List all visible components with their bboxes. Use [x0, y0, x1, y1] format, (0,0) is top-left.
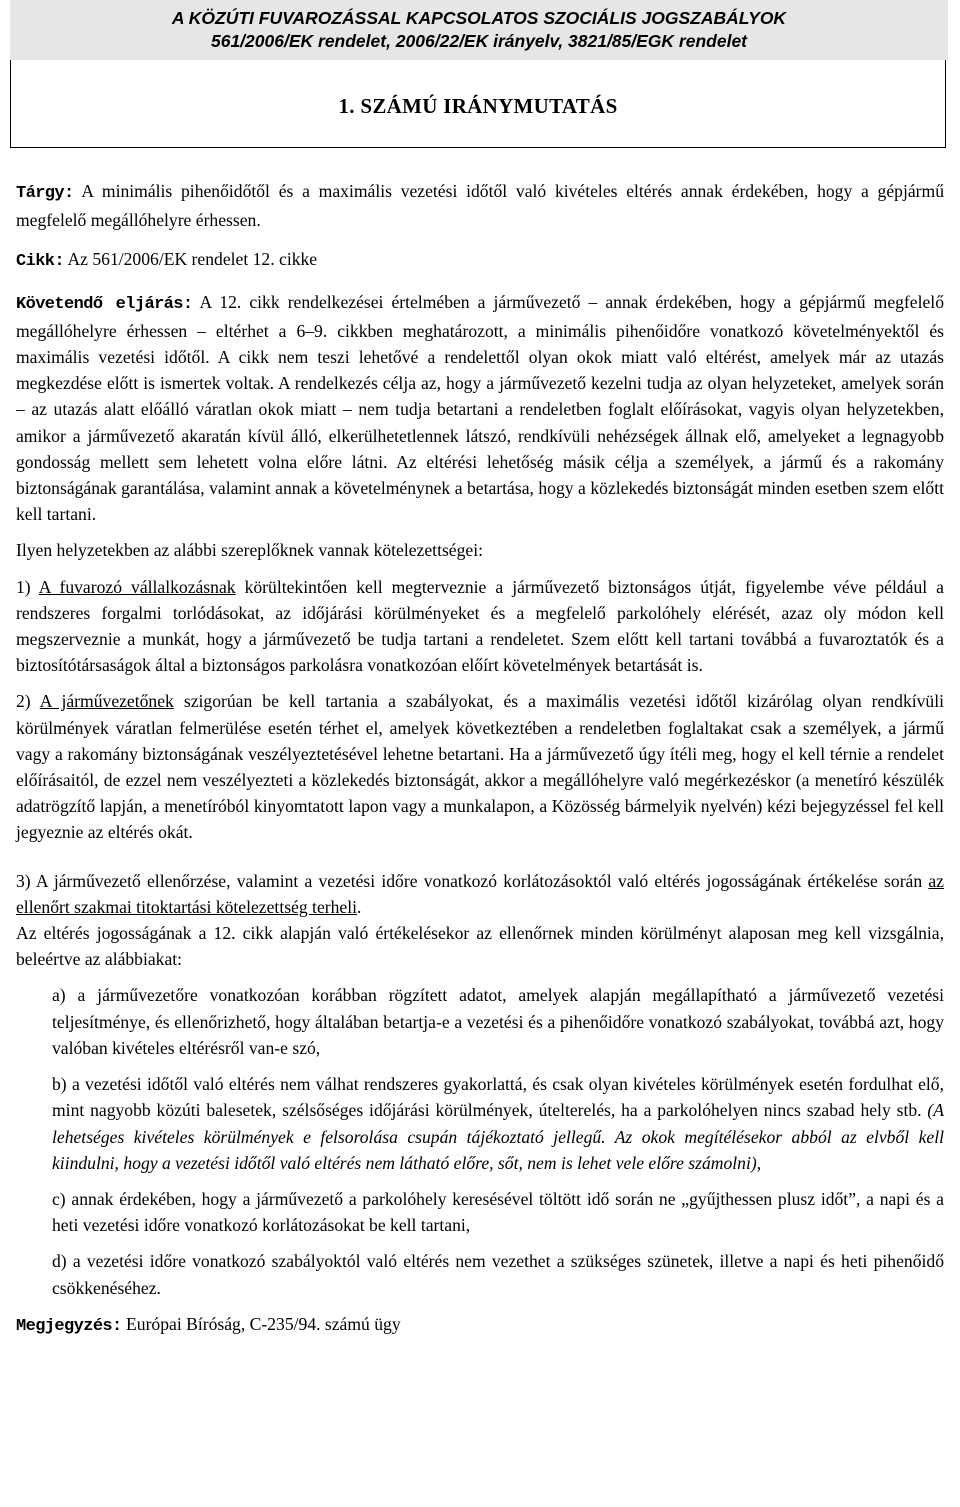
note-text: Európai Bíróság, C-235/94. számú ügy — [121, 1313, 401, 1334]
item-3-continuation: Az eltérés jogosságának a 12. cikk alapján való értékelésekor az ellenőrnek minden körülményt alaposan meg kell vizsgálnia, beleértve az alábbiakat: — [16, 923, 944, 970]
subject-paragraph — [16, 178, 944, 233]
item-1-text: körültekintően kell megterveznie a járművezető biztonságos útját, figyelembe véve például a rendszeres forgalmi torlódásokat, az időjárási körülményeket és a megfelelő parkolóhely elérését, azaz oly módon kell megszerveznie a munkát, hogy a járművezető be tudja tartani a rendeletet. Szem előtt kell tartani továbbá a fuvaroztatók és a biztosítótársaságok által a biztonságos parkolásra vonatkozóan előírt követelmények betartását is. — [16, 576, 944, 676]
sub-item-c: c) annak érdekében, hogy a járművezető a parkolóhely keresésével töltött idő során ne „gyűjthessen plusz időt”, a napi és a heti vezetési időre vonatkozó korlátozásokat be kell tartani, — [52, 1188, 944, 1236]
item-3-paragraph — [16, 868, 944, 920]
article-text: Az 561/2006/EK rendelet 12. cikke — [64, 249, 318, 270]
sub-item-b-end: , — [756, 1152, 762, 1173]
header-line-2: 561/2006/EK rendelet, 2006/22/EK irányelv, 3821/85/EGK rendelet — [210, 31, 747, 51]
item-2-text: szigorúan be kell tartania a szabályokat, és a maximális vezetési időtől kizárólag olyan rendkívüli körülmények váratlan felmerülése esetén térhet el, amelyek következtében a rendeletben foglaltakat csak a személyek, a jármű vagy a rakomány biztonságának veszélyeztetésével lehetne betartani. Ha a járművezető úgy ítéli meg, hogy el kell térnie a rendelet előírásaitól, de ezzel nem veszélyezteti a közlekedés biztonságát, akkor a megállóhelyre való megérkezéskor (a menetíró készülék adatrögzítő lapján, a menetíróból kinyomtatott lapon vagy a munkalapon, a Közösség bármelyik nyelvén) kézi bejegyzéssel fel kell jegyeznie az eltérés okát. — [16, 691, 944, 843]
document-body — [16, 178, 944, 1340]
subject-label: Tárgy: — [16, 184, 74, 203]
article-label: Cikk: — [16, 252, 65, 272]
guideline-title: 1. SZÁMÚ IRÁNYMUTATÁS — [338, 94, 618, 118]
note-label: Megjegyzés: — [16, 1316, 122, 1336]
procedure-paragraph — [16, 289, 944, 528]
sub-item-b-text: b) a vezetési időtől való eltérés nem válhat rendszeres gyakorlattá, és csak olyan kivételes körülmények esetén fordulhat elő, mint nagyobb közúti balesetek, szélsőséges időjárási körülmények, útelterelés, ha a parkolóhelyen nincs szabad hely stb. — [52, 1074, 944, 1121]
item-1-actor: A fuvarozó vállalkozásnak — [38, 576, 236, 597]
sub-item-b-italic: (A lehetséges kivételes körülmények e felsorolása csupán tájékoztató jellegű. Az okok megítélésekor abból az elvből kell kiindulni, hogy a vezetési időtől való eltérés nem látható előre, sőt, nem is lehet vele előre számolni) — [52, 1100, 944, 1173]
document-header — [10, 0, 948, 60]
sub-item-a: a) a járművezetőre vonatkozóan korábban rögzített adatot, amelyek alapján megállapítható a járművezető vezetési teljesítménye, és ellenőrizhető, hogy általában betartja-e a vezetési és a pihenőidőre vonatkozó szabályokat, továbbá azt, hogy valóban kivételes eltérésről van-e szó, — [52, 985, 944, 1058]
item-3-text: 3) A járművezető ellenőrzése, valamint a vezetési időre vonatkozó korlátozásoktól való eltérés jogosságának értékelése során — [16, 870, 929, 891]
item-2-prefix: 2) — [16, 691, 40, 712]
sub-item-b — [16, 1071, 944, 1176]
procedure-text: A 12. cikk rendelkezései értelmében a járművezető – annak érdekében, hogy a gépjármű megfelelő megállóhelyre érhessen – eltérhet a 6–9. cikkben meghatározott, a minimális pihenőidőre vonatkozó követelményektől és maximális vezetési időtől. A cikk nem teszi lehetővé a rendelettől olyan okok miatt való eltérést, amelyek már az utazás megkezdése előtt is ismertek voltak. A rendelkezés célja az, hogy a járművezető kezelni tudja az olyan helyzeteket, amelyek során – az utazás alatt előálló váratlan okok miatt – nem tudja betartani a rendeletben foglalt előírásokat, vagyis olyan helyzetekben, amikor a járművezető akaratán kívül álló, elkerülhetetlennek látszó, rendkívüli nehézségek állnak elő, amelyeket a legnagyobb gondosság mellett sem lehetett volna előre látni. Az eltérési lehetőség másik célja a személyek, a jármű és a rakomány biztonságának garantálása, valamint annak a követelménynek a betartása, hogy a közlekedés biztonságát minden esetben szem előtt kell tartani. — [16, 291, 944, 525]
header-line-1: A KÖZÚTI FUVAROZÁSSAL KAPCSOLATOS SZOCIÁLIS JOGSZABÁLYOK — [171, 8, 787, 28]
item-2-paragraph — [16, 688, 944, 845]
article-paragraph — [16, 246, 944, 275]
procedure-label: Követendő eljárás: — [16, 294, 193, 314]
intro-paragraph: Ilyen helyzetekben az alábbi szereplőknek vannak kötelezettségei: — [16, 540, 483, 561]
sub-item-d: d) a vezetési időre vonatkozó szabályoktól való eltérés nem vezethet a szükséges szünetek, illetve a napi és heti pihenőidő csökkenéséhez. — [52, 1251, 944, 1298]
subject-text: A minimális pihenőidőtől és a maximális vezetési időtől való kivételes eltérés annak érdekében, hogy a gépjármű megfelelő megállóhelyre érhessen. — [16, 181, 944, 231]
guideline-title-box — [10, 60, 946, 148]
note-paragraph — [16, 1311, 944, 1340]
item-2-actor: A járművezetőnek — [39, 691, 174, 712]
item-1-prefix: 1) — [16, 576, 39, 597]
item-3-underlined: az ellenőrt szakmai titoktartási kötelezettség terheli — [16, 870, 944, 917]
item-3-end: . — [357, 896, 362, 917]
item-1-paragraph — [16, 574, 944, 679]
